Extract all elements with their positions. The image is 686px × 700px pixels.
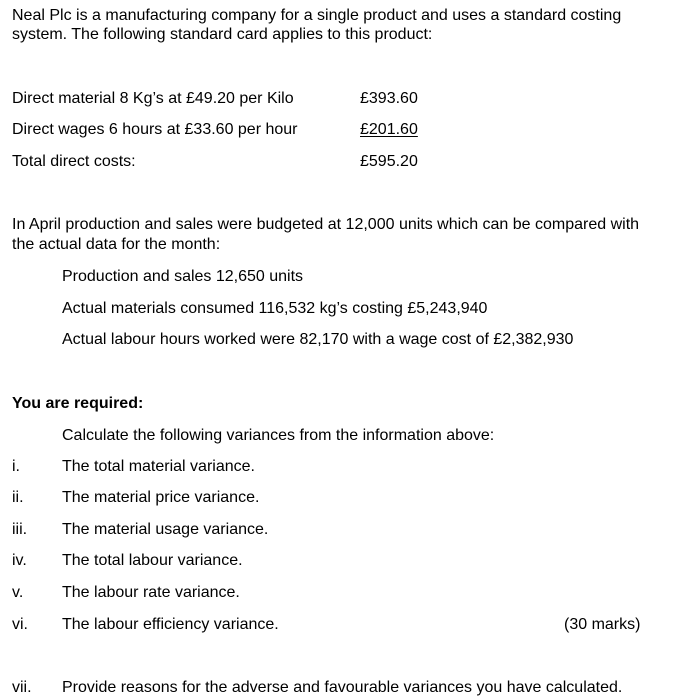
intro-line-2: system. The following standard card applies to this product: [12,26,433,43]
list-item-numeral: i. [12,458,20,475]
card-row-wages-label: Direct wages 6 hours at £33.60 per hour [12,121,298,138]
final-item-text: Provide reasons for the adverse and favourable variances you have calculated. [62,679,623,696]
list-item: The material usage variance. [62,521,269,538]
final-item-numeral: vii. [12,679,32,696]
list-item: The labour rate variance. [62,584,240,601]
list-item-numeral: ii. [12,489,24,506]
list-item-numeral: v. [12,584,24,601]
actual-fact-materials: Actual materials consumed 116,532 kg’s costing £5,243,940 [62,300,488,317]
list-item: The labour efficiency variance. [62,616,279,633]
april-line-2: the actual data for the month: [12,236,221,253]
list-item-numeral: iii. [12,521,28,538]
actual-fact-production: Production and sales 12,650 units [62,268,304,285]
marks-label: (30 marks) [564,616,641,633]
card-row-total-value: £595.20 [360,153,418,170]
list-item-numeral: iv. [12,552,27,569]
list-item-numeral: vi. [12,616,28,633]
card-row-material-value: £393.60 [360,90,418,107]
list-item: The material price variance. [62,489,260,506]
requirements-instruction: Calculate the following variances from the information above: [62,427,495,444]
list-item: The total material variance. [62,458,255,475]
card-row-material-label: Direct material 8 Kg’s at £49.20 per Kilo [12,90,294,107]
actual-fact-labour: Actual labour hours worked were 82,170 with a wage cost of £2,382,930 [62,331,574,348]
card-row-wages-value: £201.60 [360,121,418,138]
requirements-heading: You are required: [12,395,144,412]
list-item: The total labour variance. [62,552,243,569]
april-line-1: In April production and sales were budgeted at 12,000 units which can be compared with [12,216,640,233]
intro-line-1: Neal Plc is a manufacturing company for a single product and uses a standard costing [12,7,622,24]
card-row-total-label: Total direct costs: [12,153,136,170]
